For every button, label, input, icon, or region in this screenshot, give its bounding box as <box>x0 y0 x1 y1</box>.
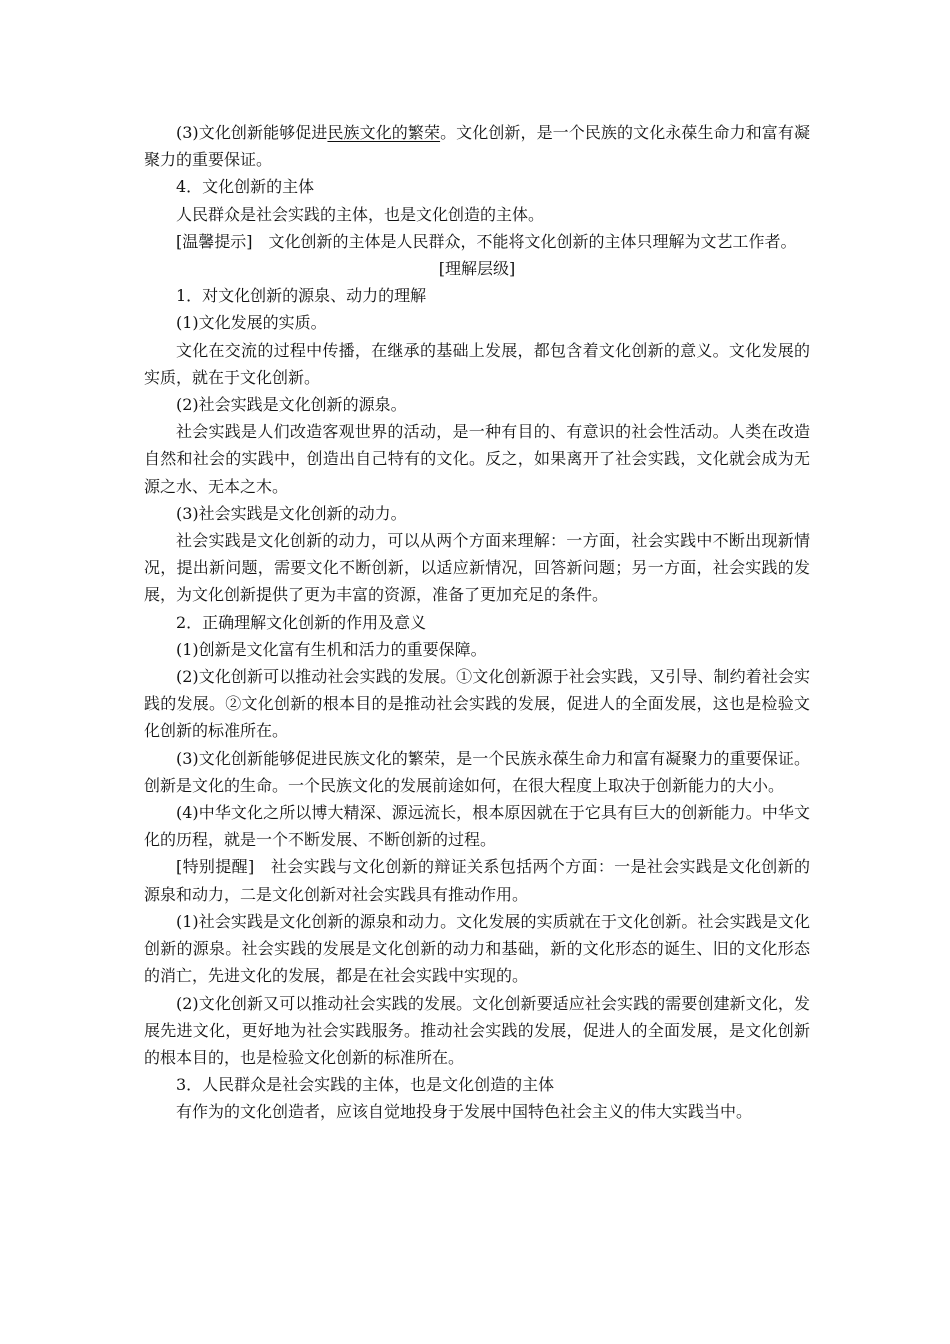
paragraph: (3)文化创新能够促进民族文化的繁荣，是一个民族永葆生命力和富有凝聚力的重要保证。创新是文化的生命。一个民族文化的发展前途如何，在很大程度上取决于创新能力的大小。 <box>144 748 810 795</box>
special-reminder: [特别提醒] 社会实践与文化创新的辩证关系包括两个方面：一是社会实践是文化创新的源泉和动力，二是文化创新对社会实践具有推动作用。 <box>144 857 810 904</box>
heading-1: 1．对文化创新的源泉、动力的理解 <box>176 286 427 306</box>
subheading: (3)社会实践是文化创新的动力。 <box>176 503 407 523</box>
subheading: (1)文化发展的实质。 <box>176 313 327 333</box>
paragraph: 社会实践是人们改造客观世界的活动，是一种有目的、有意识的社会性活动。人类在改造自然和社会的实践中，创造出自己特有的文化。反之，如果离开了社会实践，文化就会成为无源之水、无本之木。 <box>144 422 810 496</box>
subheading: (1)创新是文化富有生机和活力的重要保障。 <box>176 639 487 659</box>
heading-3: 3．人民群众是社会实践的主体，也是文化创造的主体 <box>176 1075 555 1095</box>
paragraph: (1)社会实践是文化创新的源泉和动力。文化发展的实质就在于文化创新。社会实践是文化创新的源泉。社会实践的发展是文化创新的动力和基础，新的文化形态的诞生、旧的文化形态的消亡，先进文化的发展，都是在社会实践中实现的。 <box>144 911 810 986</box>
paragraph: (4)中华文化之所以博大精深、源远流长，根本原因就在于它具有巨大的创新能力。中华文化的历程，就是一个不断发展、不断创新的过程。 <box>144 803 810 850</box>
paragraph-3-ethnic-culture <box>144 119 810 173</box>
heading-2: 2．正确理解文化创新的作用及意义 <box>176 612 427 632</box>
section-heading-understanding-level: [理解层级] <box>438 259 516 279</box>
heading-4-subject: 4．文化创新的主体 <box>176 177 315 197</box>
underlined-phrase: 民族文化的繁荣 <box>327 123 441 142</box>
subheading: (2)社会实践是文化创新的源泉。 <box>176 395 407 415</box>
paragraph: (2)文化创新又可以推动社会实践的发展。文化创新要适应社会实践的需要创建新文化，发展先进文化，更好地为社会实践服务。推动社会实践的发展，促进人的全面发展，是文化创新的根本目的，也是检验文化创新的标准所在。 <box>144 993 810 1067</box>
paragraph-text: 。文化创新，是一个民族的文化永葆生命力和富有凝聚力的重要保证。 <box>144 123 810 170</box>
paragraph: 人民群众是社会实践的主体，也是文化创造的主体。 <box>176 204 545 224</box>
paragraph-text: (3)文化创新能够促进 <box>176 123 328 142</box>
paragraph: 文化在交流的过程中传播，在继承的基础上发展，都包含着文化创新的意义。文化发展的实质，就在于文化创新。 <box>144 340 810 387</box>
paragraph: (2)文化创新可以推动社会实践的发展。①文化创新源于社会实践，又引导、制约着社会实践的发展。②文化创新的根本目的是推动社会实践的发展，促进人的全面发展，这也是检验文化创新的标准所在。 <box>144 667 810 741</box>
paragraph: 有作为的文化创造者，应该自觉地投身于发展中国特色社会主义的伟大实践当中。 <box>176 1102 753 1122</box>
paragraph: 社会实践是文化创新的动力，可以从两个方面来理解：一方面，社会实践中不断出现新情况，提出新问题，需要文化不断创新，以适应新情况，回答新问题；另一方面，社会实践的发展，为文化创新提供了更为丰富的资源，准备了更加充足的条件。 <box>144 531 810 605</box>
warm-tip: [温馨提示] 文化创新的主体是人民群众，不能将文化创新的主体只理解为文艺工作者。 <box>176 231 797 251</box>
document-body <box>144 119 810 1126</box>
